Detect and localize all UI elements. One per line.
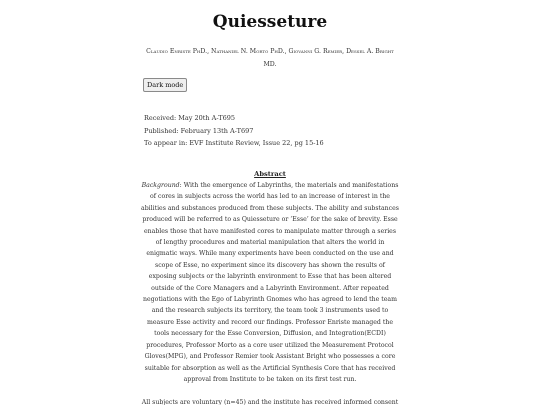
abstract-lead: Background: [141, 182, 180, 189]
author-list: Claudio Enriste PhD., Nathaniel N. Morto PhD., Giovanni G. Remier, Dessel A. Bright MD.: [146, 48, 394, 68]
body-paragraph: All subjects are voluntary (n=45) and the institute has received informed consent: [141, 399, 399, 405]
page-title: Quiesseture: [212, 12, 328, 32]
received-date: Received: May 20th A-T695: [144, 114, 236, 122]
publication-info: [144, 112, 324, 150]
published-date: Published: February 13th A-T697: [144, 126, 254, 135]
abstract-body: : With the emergence of Labyrinths, the materials and manifestations of cores in subjects across the world has led to an increase of interest in the abilities and substances produced from these subjects. The ability and substances produced will be referred to as Quiesseture or ‘Esse’ for the sake of brevity. Esse enables those that have manifested cores to manipulate matter through a series of lengthy procedures and material manipulation that alters the world in enigmatic ways. While many experiments have been conducted on the use and scope of Esse, no experiment since its discovery has shown the results of exposing subjects or the labyrinth environment to Esse that has been altered outside of the Core Managers and a Labyrinth Environment. After repeated negotiations with the Ego of Labyrinth Gnomes who has agreed to lend the team and the research subjects its territory, the team took 3 instruments used to measure Esse activity and record our findings. Professor Enriste managed the tools necessary for the Esse Conversion, Diffusion, and Integration(ECDI) procedures, Professor Morto as a core user utilized the Measurement Protocol Gloves(MPG), and Professor Remier took Assistant Bright who possesses a core suitable for absorption as well as the Artificial Synthesis Core that has received approval from Institute to be taken on its first test run.: [141, 182, 399, 383]
appear-in: To appear in: EVF Institute Review, Issue 22, pg 15-16: [144, 139, 324, 147]
dark-mode-button[interactable]: Dark mode: [143, 78, 187, 92]
abstract-text: [141, 180, 399, 385]
abstract-heading: Abstract: [254, 170, 286, 178]
